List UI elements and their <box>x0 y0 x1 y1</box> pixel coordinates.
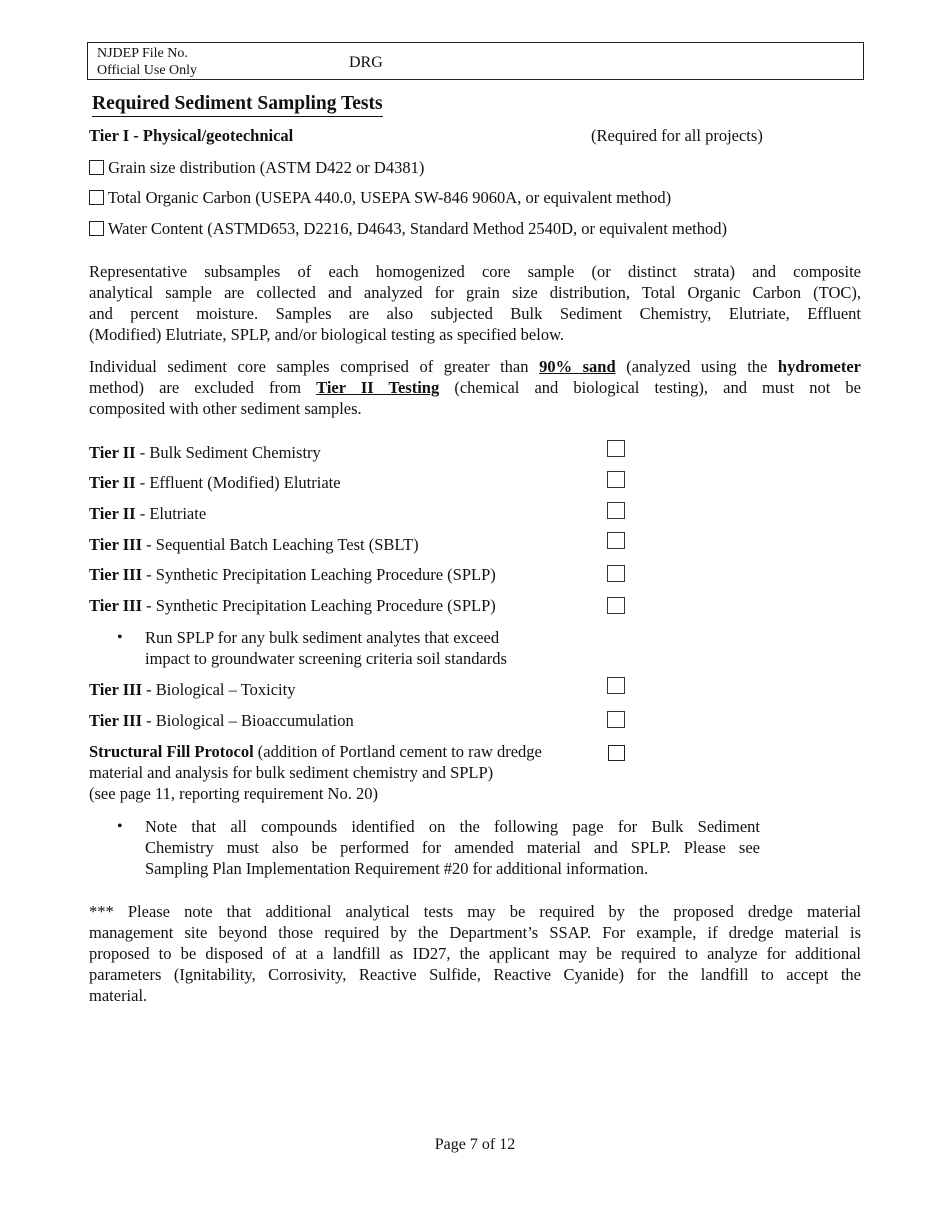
para2-text: Individual sediment core samples comprised of greater than <box>89 357 540 376</box>
structural-fill-heading: Structural Fill Protocol <box>89 742 254 761</box>
splp-bullet-text <box>145 627 507 669</box>
para3-line: proposed to be disposed of at a landfill as ID27, the applicant may be required to analyze for additional <box>89 944 861 963</box>
splp-bullet-line2: impact to groundwater screening criteria soil standards <box>145 649 507 668</box>
tier1-item-toc <box>89 187 671 208</box>
test-name: - Effluent (Modified) Elutriate <box>135 473 341 492</box>
para2-line1 <box>89 356 861 377</box>
page-number: Page 7 of 12 <box>434 1136 516 1153</box>
test-name: - Bulk Sediment Chemistry <box>135 443 321 462</box>
tier1-item-grain-size <box>89 157 424 178</box>
note-bullet-text <box>145 816 760 879</box>
structural-line1 <box>89 741 609 762</box>
para3-line: management site beyond those required by the Department’s SSAP. For example, if dredge material is <box>89 923 861 942</box>
grain-size-checkbox[interactable] <box>89 160 104 175</box>
bullet-icon: • <box>117 629 123 646</box>
page-title: Required Sediment Sampling Tests <box>92 92 383 117</box>
test-splp-1 <box>89 564 496 585</box>
file-number-box <box>87 42 864 80</box>
para3-line: parameters (Ignitability, Corrosivity, Reactive Sulfide, Reactive Cyanide) for the landfill to accept the <box>89 965 861 984</box>
file-label-line1: NJDEP File No. <box>97 46 188 61</box>
test-splp-2 <box>89 595 496 616</box>
splp-1-checkbox[interactable] <box>607 565 625 582</box>
test-tier: Tier III <box>89 596 143 615</box>
structural-fill-checkbox[interactable] <box>608 745 625 761</box>
grain-size-label: Grain size distribution (ASTM D422 or D4381) <box>108 158 425 177</box>
test-name: - Biological – Bioaccumulation <box>142 711 354 730</box>
para1-line: Representative subsamples of each homogenized core sample (or distinct strata) and composite <box>89 262 861 281</box>
para2-text: (chemical and biological testing), and must not be <box>439 378 861 397</box>
test-sblt <box>89 534 419 555</box>
file-number-label <box>97 45 197 79</box>
file-label-line2: Official Use Only <box>97 63 198 78</box>
test-bioaccumulation <box>89 710 354 731</box>
toc-label: Total Organic Carbon (USEPA 440.0, USEPA SW-846 9060A, or equivalent method) <box>107 188 672 207</box>
effluent-elutriate-checkbox[interactable] <box>607 471 625 488</box>
sblt-checkbox[interactable] <box>607 532 625 549</box>
bioaccumulation-checkbox[interactable] <box>607 711 625 728</box>
test-name: - Biological – Toxicity <box>142 680 296 699</box>
bulk-sediment-chemistry-checkbox[interactable] <box>607 440 625 457</box>
toc-checkbox[interactable] <box>89 190 104 205</box>
test-tier: Tier II <box>89 443 136 462</box>
test-name: - Synthetic Precipitation Leaching Procedure (SPLP) <box>142 565 496 584</box>
structural-line3: (see page 11, reporting requirement No. 20) <box>89 784 378 803</box>
para1-line: (Modified) Elutriate, SPLP, and/or biological testing as specified below. <box>89 325 565 344</box>
note-line2: Chemistry must also be performed for amended material and SPLP. Please see <box>145 838 760 857</box>
splp-bullet <box>117 627 567 671</box>
bullet-icon: • <box>117 818 123 835</box>
paragraph-additional-tests <box>89 901 861 1006</box>
tier1-item-water-content <box>89 218 727 239</box>
test-tier: Tier II <box>89 504 136 523</box>
para2-text: method) are excluded from <box>89 378 317 397</box>
test-tier: Tier II <box>89 473 136 492</box>
test-tier: Tier III <box>89 565 143 584</box>
structural-line2: material and analysis for bulk sediment chemistry and SPLP) <box>89 763 494 782</box>
test-name: - Elutriate <box>135 504 207 523</box>
para3-line: material. <box>89 986 148 1005</box>
water-content-checkbox[interactable] <box>89 221 104 236</box>
splp-2-checkbox[interactable] <box>607 597 625 614</box>
test-tier: Tier III <box>89 680 143 699</box>
paragraph-sand-exclusion <box>89 356 861 419</box>
hydrometer-text: hydrometer <box>777 357 862 376</box>
test-name: - Sequential Batch Leaching Test (SBLT) <box>142 535 419 554</box>
structural-fill-protocol <box>89 741 609 804</box>
sand-percent-text: 90% sand <box>539 357 616 376</box>
note-bullet <box>117 816 762 882</box>
test-tier: Tier III <box>89 535 143 554</box>
para2-line3: composited with other sediment samples. <box>89 399 362 418</box>
test-tier: Tier III <box>89 711 143 730</box>
test-elutriate <box>89 503 206 524</box>
paragraph-representative-subsamples <box>89 261 861 345</box>
tier1-heading: Tier I - Physical/geotechnical <box>89 126 294 145</box>
structural-line1-text: (addition of Portland cement to raw dredge <box>253 742 542 761</box>
elutriate-checkbox[interactable] <box>607 502 625 519</box>
file-number-value: DRG <box>349 54 383 71</box>
note-line3: Sampling Plan Implementation Requirement #20 for additional information. <box>145 859 649 878</box>
para3-line: *** Please note that additional analytical tests may be required by the proposed dredge material <box>89 902 861 921</box>
toxicity-checkbox[interactable] <box>607 677 625 694</box>
para2-line2 <box>89 377 861 398</box>
test-toxicity <box>89 679 295 700</box>
test-name: - Synthetic Precipitation Leaching Procedure (SPLP) <box>142 596 496 615</box>
water-content-label: Water Content (ASTMD653, D2216, D4643, Standard Method 2540D, or equivalent method) <box>107 219 727 238</box>
tier2-testing-text: Tier II Testing <box>316 378 440 397</box>
para2-text: (analyzed using the <box>615 357 778 376</box>
note-line1: Note that all compounds identified on the following page for Bulk Sediment <box>145 817 760 836</box>
test-bulk-sediment-chemistry <box>89 442 321 463</box>
para1-line: and percent moisture. Samples are also subjected Bulk Sediment Chemistry, Elutriate, Effluent <box>89 304 861 323</box>
para1-line: analytical sample are collected and analyzed for grain size distribution, Total Organic Carbon (TOC), <box>89 283 861 302</box>
splp-bullet-line1: Run SPLP for any bulk sediment analytes that exceed <box>145 628 500 647</box>
test-effluent-elutriate <box>89 472 341 493</box>
tier1-note: (Required for all projects) <box>591 126 763 145</box>
